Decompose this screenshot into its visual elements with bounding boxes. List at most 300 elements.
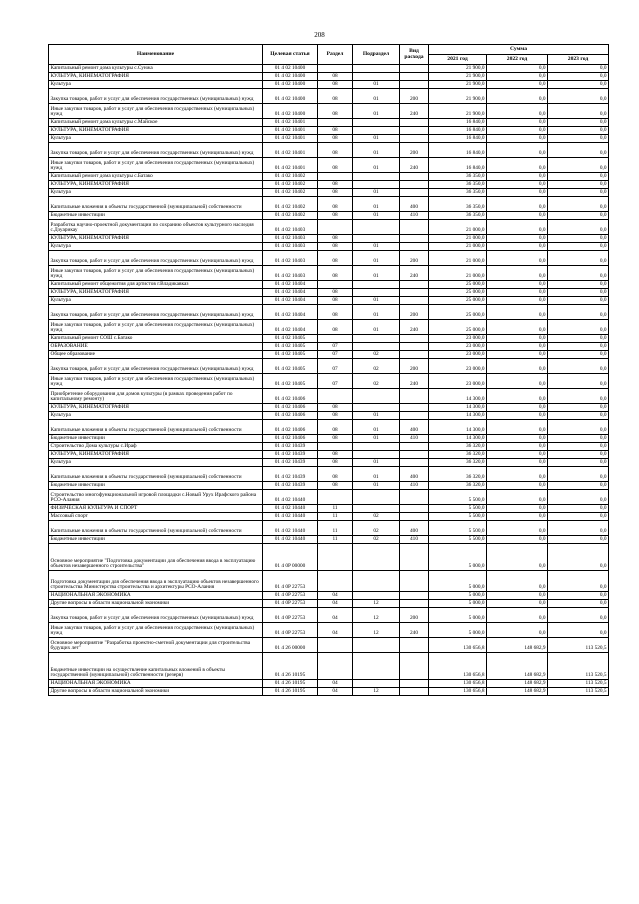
row-section: 08 (318, 89, 353, 104)
table-row (49, 297, 609, 305)
row-sum-2021: 36 320,0 (429, 482, 487, 490)
row-subsection (353, 451, 400, 459)
row-name: Закупка товаров, работ и услуг для обеспечения государственных (муниципальных) нужд (49, 305, 263, 320)
table-row (49, 104, 609, 119)
row-subsection: 01 (353, 135, 400, 143)
row-expense-type: 200 (400, 89, 429, 104)
row-name: Строительство многофункциональной игровой площадки с.Новый Урух Ирафского района РСО-Алания (49, 490, 263, 505)
row-sum-2021: 5 000,0 (429, 544, 487, 571)
row-sum-2021: 36 320,0 (429, 451, 487, 459)
row-sum-2021: 14 300,0 (429, 435, 487, 443)
row-sum-2023: 0,0 (548, 544, 609, 571)
row-expense-type: 410 (400, 435, 429, 443)
row-subsection: 02 (353, 359, 400, 374)
row-subsection: 01 (353, 212, 400, 220)
row-target: 01 4 02 10440 (263, 490, 318, 505)
row-expense-type (400, 235, 429, 243)
row-sum-2021: 21 900,0 (429, 65, 487, 73)
row-expense-type: 240 (400, 320, 429, 335)
row-target: 01 4 02 10401 (263, 127, 318, 135)
row-section (318, 638, 353, 653)
row-target: 01 4 02 10400 (263, 81, 318, 89)
row-expense-type: 400 (400, 197, 429, 212)
row-sum-2022: 0,0 (487, 89, 548, 104)
row-name: Культура (49, 81, 263, 89)
row-section: 08 (318, 127, 353, 135)
row-sum-2022: 0,0 (487, 404, 548, 412)
row-sum-2022: 0,0 (487, 181, 548, 189)
row-target: 01 4 26 10195 (263, 653, 318, 680)
table-row (49, 638, 609, 653)
row-sum-2022: 0,0 (487, 73, 548, 81)
row-expense-type (400, 297, 429, 305)
row-subsection: 02 (353, 351, 400, 359)
row-section (318, 119, 353, 127)
row-subsection (353, 638, 400, 653)
row-sum-2021: 21 000,0 (429, 266, 487, 281)
row-subsection (353, 404, 400, 412)
table-row (49, 412, 609, 420)
row-section: 08 (318, 320, 353, 335)
row-target: 01 4 02 10402 (263, 212, 318, 220)
table-row (49, 653, 609, 680)
row-sum-2021: 25 000,0 (429, 281, 487, 289)
row-target: 01 4 02 10404 (263, 320, 318, 335)
row-sum-2022: 0,0 (487, 266, 548, 281)
row-section (318, 443, 353, 451)
row-target: 01 4 02 10400 (263, 73, 318, 81)
table-row (49, 65, 609, 73)
row-subsection: 12 (353, 688, 400, 696)
row-name: Культура (49, 243, 263, 251)
row-subsection: 01 (353, 243, 400, 251)
row-name: Закупка товаров, работ и услуг для обеспечения государственных (муниципальных) нужд (49, 143, 263, 158)
row-target: 01 4 02 10439 (263, 443, 318, 451)
row-target: 01 4 02 10402 (263, 197, 318, 212)
header-year-2021: 2021 год (429, 55, 487, 65)
row-name: Общее образование (49, 351, 263, 359)
row-section: 07 (318, 351, 353, 359)
row-sum-2023: 0,0 (548, 189, 609, 197)
row-section: 08 (318, 459, 353, 467)
row-subsection: 01 (353, 89, 400, 104)
row-sum-2023: 0,0 (548, 420, 609, 435)
row-subsection (353, 173, 400, 181)
row-section: 08 (318, 143, 353, 158)
row-section (318, 490, 353, 505)
row-sum-2021: 25 000,0 (429, 297, 487, 305)
row-expense-type (400, 127, 429, 135)
row-subsection (353, 389, 400, 404)
table-row (49, 343, 609, 351)
row-sum-2021: 14 300,0 (429, 412, 487, 420)
row-sum-2022: 0,0 (487, 490, 548, 505)
row-sum-2021: 36 350,0 (429, 212, 487, 220)
row-sum-2023: 0,0 (548, 459, 609, 467)
table-row (49, 482, 609, 490)
row-target: 01 4 02 10406 (263, 404, 318, 412)
table-body (49, 65, 609, 696)
row-target: 01 4 02 10405 (263, 335, 318, 343)
row-section: 07 (318, 359, 353, 374)
row-section: 08 (318, 404, 353, 412)
table-row (49, 335, 609, 343)
row-expense-type (400, 243, 429, 251)
row-name: Иные закупки товаров, работ и услуг для обеспечения государственных (муниципальных) нужд (49, 374, 263, 389)
table-row (49, 505, 609, 513)
row-expense-type (400, 351, 429, 359)
row-section: 08 (318, 181, 353, 189)
row-target: 01 4 02 10404 (263, 297, 318, 305)
row-sum-2022: 0,0 (487, 220, 548, 235)
row-section: 08 (318, 412, 353, 420)
row-target: 01 4 02 10406 (263, 412, 318, 420)
row-subsection: 02 (353, 374, 400, 389)
row-sum-2023: 0,0 (548, 81, 609, 89)
row-section (318, 389, 353, 404)
row-sum-2022: 0,0 (487, 320, 548, 335)
row-subsection (353, 235, 400, 243)
table-row (49, 404, 609, 412)
row-sum-2023: 0,0 (548, 490, 609, 505)
row-section: 08 (318, 197, 353, 212)
row-sum-2023: 0,0 (548, 243, 609, 251)
row-sum-2021: 5 000,0 (429, 623, 487, 638)
row-name: КУЛЬТУРА, КИНЕМАТОГРАФИЯ (49, 73, 263, 81)
row-expense-type (400, 119, 429, 127)
row-section: 04 (318, 608, 353, 623)
table-row (49, 158, 609, 173)
row-sum-2022: 0,0 (487, 127, 548, 135)
row-target: 01 4 02 10402 (263, 173, 318, 181)
row-name: Культура (49, 135, 263, 143)
row-sum-2021: 130 656,8 (429, 680, 487, 688)
table-row (49, 127, 609, 135)
row-section: 04 (318, 592, 353, 600)
row-sum-2021: 21 900,0 (429, 89, 487, 104)
row-subsection (353, 289, 400, 297)
row-sum-2021: 14 300,0 (429, 420, 487, 435)
row-target: 01 4 02 10440 (263, 521, 318, 536)
row-name: Культура (49, 189, 263, 197)
table-row (49, 389, 609, 404)
row-sum-2022: 0,0 (487, 608, 548, 623)
header-year-2022: 2022 год (487, 55, 548, 65)
row-section: 08 (318, 289, 353, 297)
row-sum-2023: 0,0 (548, 513, 609, 521)
row-name: Иные закупки товаров, работ и услуг для обеспечения государственных (муниципальных) нужд (49, 623, 263, 638)
row-name: Капитальный ремонт СОШ с.Батако (49, 335, 263, 343)
table-row (49, 435, 609, 443)
header-expense-type: Вид расхода (400, 45, 429, 65)
row-sum-2023: 0,0 (548, 289, 609, 297)
row-sum-2021: 21 000,0 (429, 235, 487, 243)
row-name: Разработка научно-проектной документации по сохранию объектов культурного наследия с.Дзуарикау (49, 220, 263, 235)
row-sum-2022: 0,0 (487, 420, 548, 435)
row-subsection (353, 335, 400, 343)
row-section: 07 (318, 343, 353, 351)
row-sum-2022: 0,0 (487, 351, 548, 359)
row-name: КУЛЬТУРА, КИНЕМАТОГРАФИЯ (49, 127, 263, 135)
row-section (318, 65, 353, 73)
row-target: 01 4 02 10439 (263, 451, 318, 459)
row-sum-2022: 0,0 (487, 451, 548, 459)
row-sum-2022: 0,0 (487, 81, 548, 89)
row-expense-type (400, 544, 429, 571)
row-sum-2023: 0,0 (548, 505, 609, 513)
row-name: Иные закупки товаров, работ и услуг для обеспечения государственных (муниципальных) нужд (49, 266, 263, 281)
row-subsection: 01 (353, 189, 400, 197)
row-sum-2021: 5 000,0 (429, 608, 487, 623)
row-name: КУЛЬТУРА, КИНЕМАТОГРАФИЯ (49, 181, 263, 189)
row-sum-2022: 0,0 (487, 135, 548, 143)
row-expense-type (400, 289, 429, 297)
row-sum-2023: 0,0 (548, 235, 609, 243)
row-expense-type (400, 459, 429, 467)
table-row (49, 600, 609, 608)
row-sum-2022: 0,0 (487, 104, 548, 119)
row-name: Строительство Дома культуры с.Ираф (49, 443, 263, 451)
table-row (49, 490, 609, 505)
row-sum-2022: 0,0 (487, 243, 548, 251)
row-target: 01 4 02 10401 (263, 158, 318, 173)
row-target: 01 4 02 10439 (263, 467, 318, 482)
row-sum-2023: 0,0 (548, 320, 609, 335)
row-sum-2023: 0,0 (548, 73, 609, 81)
row-section: 04 (318, 688, 353, 696)
row-name: Капитальные вложения в объекты государственной (муниципальной) собственности (49, 420, 263, 435)
row-sum-2022: 0,0 (487, 623, 548, 638)
row-sum-2023: 0,0 (548, 143, 609, 158)
row-sum-2021: 25 000,0 (429, 320, 487, 335)
table-row (49, 181, 609, 189)
row-section (318, 571, 353, 592)
row-section (318, 544, 353, 571)
row-sum-2022: 0,0 (487, 335, 548, 343)
row-expense-type: 240 (400, 623, 429, 638)
row-expense-type (400, 412, 429, 420)
row-subsection: 02 (353, 513, 400, 521)
table-row (49, 189, 609, 197)
row-expense-type (400, 505, 429, 513)
row-subsection: 12 (353, 600, 400, 608)
table-row (49, 220, 609, 235)
row-name: Культура (49, 412, 263, 420)
row-expense-type: 410 (400, 482, 429, 490)
row-subsection: 01 (353, 420, 400, 435)
row-target: 01 4 02 10403 (263, 266, 318, 281)
row-expense-type (400, 65, 429, 73)
row-target: 01 4 26 00000 (263, 638, 318, 653)
row-sum-2021: 130 656,8 (429, 688, 487, 696)
row-sum-2021: 36 320,0 (429, 459, 487, 467)
row-name: Иные закупки товаров, работ и услуг для обеспечения государственных (муниципальных) нужд (49, 104, 263, 119)
row-section: 11 (318, 505, 353, 513)
row-subsection (353, 680, 400, 688)
row-sum-2023: 0,0 (548, 127, 609, 135)
row-sum-2023: 113 520,5 (548, 638, 609, 653)
table-row (49, 119, 609, 127)
row-section: 08 (318, 135, 353, 143)
row-section: 08 (318, 297, 353, 305)
table-row (49, 467, 609, 482)
row-sum-2023: 0,0 (548, 571, 609, 592)
row-sum-2023: 0,0 (548, 521, 609, 536)
row-name: Иные закупки товаров, работ и услуг для обеспечения государственных (муниципальных) нужд (49, 158, 263, 173)
row-target: 01 4 26 10195 (263, 680, 318, 688)
row-expense-type: 200 (400, 305, 429, 320)
row-subsection: 01 (353, 81, 400, 89)
header-name: Наименование (49, 45, 263, 65)
row-sum-2021: 130 656,8 (429, 638, 487, 653)
row-expense-type (400, 135, 429, 143)
row-name: Капитальные вложения в объекты государственной (муниципальной) собственности (49, 521, 263, 536)
table-row (49, 289, 609, 297)
row-subsection: 01 (353, 435, 400, 443)
table-row (49, 544, 609, 571)
row-name: Бюджетные инвестиции (49, 482, 263, 490)
row-sum-2022: 0,0 (487, 343, 548, 351)
row-sum-2021: 21 000,0 (429, 251, 487, 266)
row-expense-type (400, 335, 429, 343)
row-name: Закупка товаров, работ и услуг для обеспечения государственных (муниципальных) нужд (49, 608, 263, 623)
table-row (49, 212, 609, 220)
row-target: 01 4 02 10405 (263, 351, 318, 359)
row-name: КУЛЬТУРА, КИНЕМАТОГРАФИЯ (49, 235, 263, 243)
row-expense-type (400, 73, 429, 81)
table-row (49, 608, 609, 623)
row-subsection (353, 490, 400, 505)
table-row (49, 680, 609, 688)
row-name: Капитальный ремонт дома культуры с.Сунжа (49, 65, 263, 73)
row-subsection: 12 (353, 623, 400, 638)
row-name: Основное мероприятие "Разработка проектно-сметной документации для строительства будущих лет" (49, 638, 263, 653)
row-name: Закупка товаров, работ и услуг для обеспечения государственных (муниципальных) нужд (49, 89, 263, 104)
row-sum-2022: 0,0 (487, 389, 548, 404)
row-name: Закупка товаров, работ и услуг для обеспечения государственных (муниципальных) нужд (49, 251, 263, 266)
row-target: 01 4 02 10403 (263, 235, 318, 243)
row-target: 01 4 02 10439 (263, 459, 318, 467)
row-subsection (353, 343, 400, 351)
table-row (49, 451, 609, 459)
table-row (49, 420, 609, 435)
row-expense-type: 410 (400, 536, 429, 544)
row-subsection (353, 281, 400, 289)
row-sum-2023: 0,0 (548, 281, 609, 289)
row-subsection: 01 (353, 266, 400, 281)
row-name: Приобретение оборудования для домов культуры (в рамках проведения работ по капитальному ремонту) (49, 389, 263, 404)
row-expense-type: 200 (400, 359, 429, 374)
row-expense-type: 200 (400, 608, 429, 623)
row-sum-2023: 0,0 (548, 266, 609, 281)
header-year-2023: 2023 год (548, 55, 609, 65)
row-sum-2021: 23 000,0 (429, 335, 487, 343)
row-sum-2023: 0,0 (548, 212, 609, 220)
row-name: Капитальный ремонт общежития для артистов г.Владикавказ (49, 281, 263, 289)
row-name: Капитальные вложения в объекты государственной (муниципальной) собственности (49, 197, 263, 212)
header-subsection: Подраздел (353, 45, 400, 65)
row-expense-type (400, 638, 429, 653)
table-row (49, 143, 609, 158)
row-sum-2021: 36 350,0 (429, 189, 487, 197)
row-section (318, 335, 353, 343)
row-subsection: 02 (353, 536, 400, 544)
row-sum-2023: 0,0 (548, 467, 609, 482)
row-sum-2022: 0,0 (487, 189, 548, 197)
table-row (49, 305, 609, 320)
row-sum-2021: 25 000,0 (429, 305, 487, 320)
row-sum-2022: 0,0 (487, 305, 548, 320)
row-expense-type (400, 173, 429, 181)
row-sum-2022: 0,0 (487, 173, 548, 181)
row-subsection (353, 73, 400, 81)
row-expense-type (400, 404, 429, 412)
row-section: 08 (318, 235, 353, 243)
row-section: 11 (318, 521, 353, 536)
row-subsection: 01 (353, 143, 400, 158)
row-expense-type: 240 (400, 104, 429, 119)
row-section: 07 (318, 374, 353, 389)
row-section: 08 (318, 451, 353, 459)
row-sum-2021: 5 500,0 (429, 521, 487, 536)
row-sum-2023: 0,0 (548, 297, 609, 305)
row-sum-2021: 25 000,0 (429, 289, 487, 297)
row-target: 01 4 02 10400 (263, 65, 318, 73)
table-row (49, 135, 609, 143)
row-subsection: 01 (353, 251, 400, 266)
row-expense-type (400, 281, 429, 289)
row-target: 01 4 02 10440 (263, 513, 318, 521)
row-sum-2021: 5 500,0 (429, 536, 487, 544)
row-sum-2021: 5 000,0 (429, 600, 487, 608)
row-sum-2022: 0,0 (487, 544, 548, 571)
table-row (49, 571, 609, 592)
row-sum-2021: 21 000,0 (429, 243, 487, 251)
row-section: 11 (318, 536, 353, 544)
table-row (49, 320, 609, 335)
row-name: КУЛЬТУРА, КИНЕМАТОГРАФИЯ (49, 289, 263, 297)
row-expense-type (400, 181, 429, 189)
row-sum-2021: 36 350,0 (429, 173, 487, 181)
row-sum-2022: 0,0 (487, 513, 548, 521)
row-sum-2022: 0,0 (487, 281, 548, 289)
row-sum-2021: 16 840,0 (429, 119, 487, 127)
row-name: ОБРАЗОВАНИЕ (49, 343, 263, 351)
row-target: 01 4 02 10403 (263, 243, 318, 251)
row-expense-type (400, 600, 429, 608)
row-expense-type: 240 (400, 158, 429, 173)
row-sum-2021: 130 656,8 (429, 653, 487, 680)
row-name: Капитальный ремонт дома культуры с.Майское (49, 119, 263, 127)
row-sum-2022: 0,0 (487, 412, 548, 420)
table-row (49, 459, 609, 467)
row-sum-2022: 0,0 (487, 435, 548, 443)
row-sum-2022: 0,0 (487, 297, 548, 305)
row-sum-2022: 0,0 (487, 359, 548, 374)
row-section: 08 (318, 212, 353, 220)
row-sum-2021: 14 300,0 (429, 404, 487, 412)
table-row (49, 243, 609, 251)
row-sum-2023: 0,0 (548, 181, 609, 189)
row-subsection (353, 443, 400, 451)
row-sum-2021: 5 000,0 (429, 592, 487, 600)
row-sum-2021: 23 000,0 (429, 351, 487, 359)
table-row (49, 81, 609, 89)
row-expense-type: 240 (400, 266, 429, 281)
row-sum-2021: 5 500,0 (429, 505, 487, 513)
row-sum-2022: 0,0 (487, 251, 548, 266)
row-section (318, 173, 353, 181)
